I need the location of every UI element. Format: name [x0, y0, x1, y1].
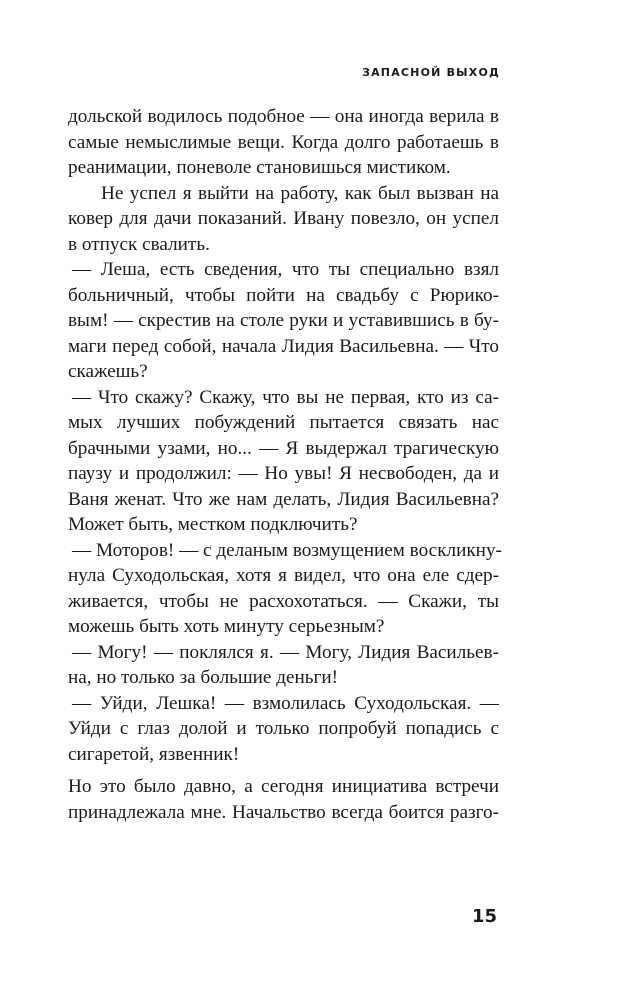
text-line: маги перед собой, начала Лидия Васильевна. — Что — [68, 335, 499, 357]
text-line: скажешь? — [68, 361, 148, 382]
text-line: в отпуск свалить. — [68, 233, 210, 255]
text-line: Но это было давно, а сегодня инициатива встречи — [68, 776, 499, 797]
text-line: брачными узами, но... — Я выдержал трагическую — [68, 437, 499, 459]
text-line: дольской водилось подобное — она иногда верила в — [68, 106, 499, 127]
text-line: — Моторов! — с деланым возмущением воскликну- — [72, 539, 502, 561]
body-text-block — [68, 104, 502, 767]
text-line: — Могу! — поклялся я. — Могу, Лидия Васильев- — [72, 641, 499, 663]
text-line: паузу и продолжил: — Но увы! Я несвободен, да и — [68, 463, 499, 484]
text-line: принадлежала мне. Начальство всегда боится разго- — [68, 801, 499, 823]
text-line: — Что скажу? Скажу, что вы не первая, кто из са- — [72, 386, 499, 408]
text-line: — Уйди, Лешка! — взмолилась Суходольская. — — [72, 692, 499, 714]
running-head: ЗАПАСНОЙ ВЫХОД — [362, 66, 500, 79]
text-line: мых лучших побуждений пытается связать нас — [68, 412, 499, 433]
text-line: сигаретой, язвенник! — [68, 743, 240, 765]
text-line: Ваня женат. Что же нам делать, Лидия Васильевна? — [68, 488, 499, 510]
page-number: 15 — [471, 906, 497, 927]
text-line: живается, чтобы не расхохотаться. — Скажи, ты — [68, 590, 499, 612]
text-line: нула Суходольская, хотя я видел, что она еле сдер- — [68, 565, 499, 586]
text-line: можешь быть хоть минуту серьезным? — [68, 616, 385, 637]
text-line: вым! — скрестив на столе руки и уставившись в бу- — [68, 310, 499, 331]
text-line: ковер для дачи показаний. Ивану повезло, он успел — [68, 208, 499, 229]
text-line: Не успел я выйти на работу, как был вызван на — [101, 182, 499, 204]
text-line: Уйди с глаз долой и только попробуй попадись с — [68, 718, 499, 739]
text-line: Может быть, местком подключить? — [68, 514, 358, 535]
body-text-block — [68, 774, 499, 825]
text-line: самые немыслимые вещи. Когда долго работаешь в — [68, 131, 499, 153]
text-line: реанимации, поневоле становишься мистиком. — [68, 157, 451, 178]
text-line: на, но только за большие деньги! — [68, 667, 339, 688]
text-line: — Леша, есть сведения, что ты специально взял — [72, 259, 499, 280]
text-line: больничный, чтобы пойти на свадьбу с Рюрико- — [68, 284, 499, 306]
